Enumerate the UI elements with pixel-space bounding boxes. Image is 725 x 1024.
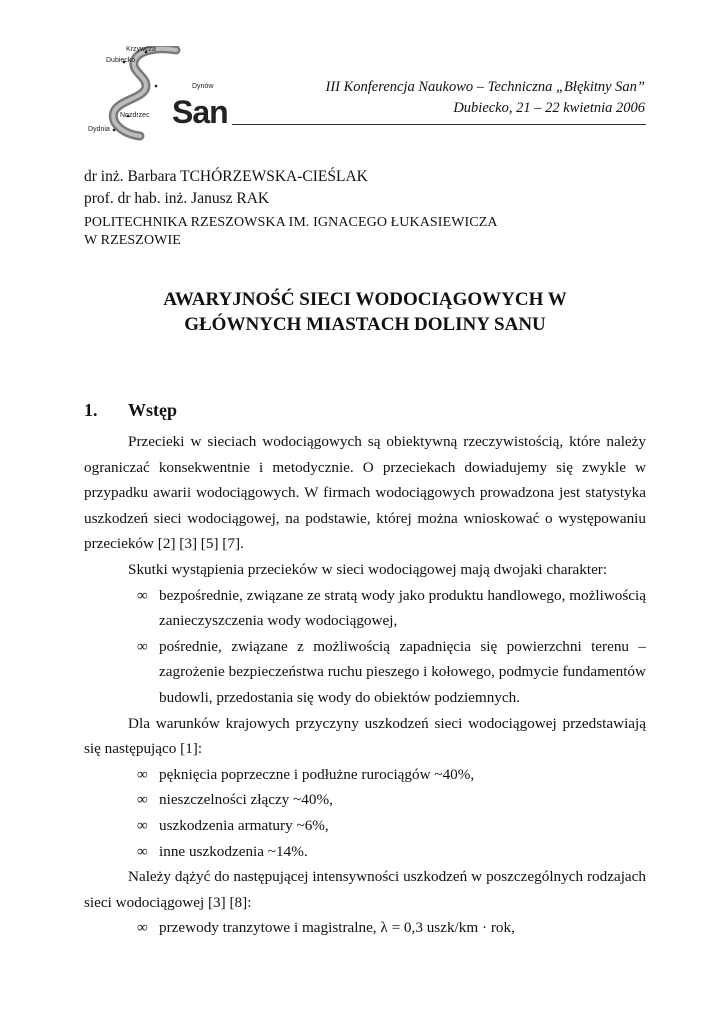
infinity-bullet-icon: ∞	[137, 637, 148, 655]
section-body	[84, 429, 646, 941]
list-item-text: inne uszkodzenia ~14%.	[159, 842, 308, 860]
town-label: Dubiecko	[106, 57, 136, 64]
affiliation-line: W RZESZOWIE	[84, 233, 181, 248]
infinity-bullet-icon: ∞	[137, 816, 148, 834]
list-item	[84, 787, 646, 813]
town-label: Dynów	[192, 83, 214, 90]
failure-rate-list	[84, 915, 646, 941]
conference-logo	[84, 46, 228, 146]
town-label: Nozdrzec	[120, 112, 150, 119]
paragraph: Należy dążyć do następującej intensywności uszkodzeń w poszczególnych rodzajach sieci wodociągowej [3] [8]:	[84, 868, 646, 911]
list-item	[84, 915, 646, 941]
section-heading	[84, 400, 177, 421]
list-item	[84, 583, 646, 634]
affiliation	[84, 214, 498, 250]
town-label: Krzywcza	[126, 46, 156, 53]
infinity-bullet-icon: ∞	[137, 919, 148, 937]
author-name: dr inż. Barbara TCHÓRZEWSKA-CIEŚLAK	[84, 168, 368, 185]
infinity-bullet-icon: ∞	[137, 791, 148, 809]
title-line: GŁÓWNYCH MIASTACH DOLINY SANU	[184, 314, 546, 335]
affiliation-line: POLITECHNIKA RZESZOWSKA IM. IGNACEGO ŁUKASIEWICZA	[84, 215, 498, 230]
conference-date-place: Dubiecko, 21 – 22 kwietnia 2006	[453, 100, 645, 116]
infinity-bullet-icon: ∞	[137, 765, 148, 783]
logo-brand-text: San	[172, 94, 228, 130]
list-item-text: przewody tranzytowe i magistralne, λ = 0,3 uszk/km · rok,	[159, 919, 515, 937]
list-item	[84, 634, 646, 711]
list-item	[84, 762, 646, 788]
effects-list	[84, 583, 646, 711]
list-item-text: pęknięcia poprzeczne i podłużne rurociągów ~40%,	[159, 765, 475, 783]
section-number: 1.	[84, 400, 98, 420]
conference-name: III Konferencja Naukowo – Techniczna „Błękitny San”	[325, 79, 645, 95]
list-item	[84, 839, 646, 865]
list-item-text: nieszczelności złączy ~40%,	[159, 791, 333, 809]
list-item-text: uszkodzenia armatury ~6%,	[159, 816, 329, 834]
damage-causes-list	[84, 762, 646, 864]
town-label: Dydnia	[88, 126, 110, 133]
title-line: AWARYJNOŚĆ SIECI WODOCIĄGOWYCH W	[163, 289, 567, 310]
paragraph: Skutki wystąpienia przecieków w sieci wodociągowej mają dwojaki charakter:	[128, 560, 608, 578]
list-item-text: pośrednie, związane z możliwością zapadnięcia się powierzchni terenu – zagrożenie bezpieczeństwa ruchu pieszego i kołowego, podmycie fundamentów budowli, przedostania się wody do obiektów podziemnych.	[159, 637, 646, 706]
infinity-bullet-icon: ∞	[137, 842, 148, 860]
author-name: prof. dr hab. inż. Janusz RAK	[84, 190, 270, 207]
paragraph: Dla warunków krajowych przyczyny uszkodzeń sieci wodociągowej przedstawiają się następująco [1]:	[84, 714, 646, 758]
infinity-bullet-icon: ∞	[137, 586, 148, 604]
author-list	[84, 166, 368, 210]
paper-title	[84, 287, 646, 337]
list-item	[84, 813, 646, 839]
section-title: Wstęp	[128, 400, 177, 420]
list-item-text: bezpośrednie, związane ze stratą wody jako produktu handlowego, możliwością zanieczyszczenia wody wodociągowej,	[159, 586, 646, 630]
paragraph: Przecieki w sieciach wodociągowych są obiektywną rzeczywistością, które należy ograniczać konsekwentnie i metodycznie. O przeciekach dowiadujemy się zwykle w przypadku awarii wodociągowych. W firmach wodociągowych prowadzona jest statystyka uszkodzeń sieci wodociągowej, na podstawie, której można wnioskować o występowaniu przecieków [2] [3] [5] [7].	[84, 433, 646, 553]
header-rule	[232, 124, 646, 125]
